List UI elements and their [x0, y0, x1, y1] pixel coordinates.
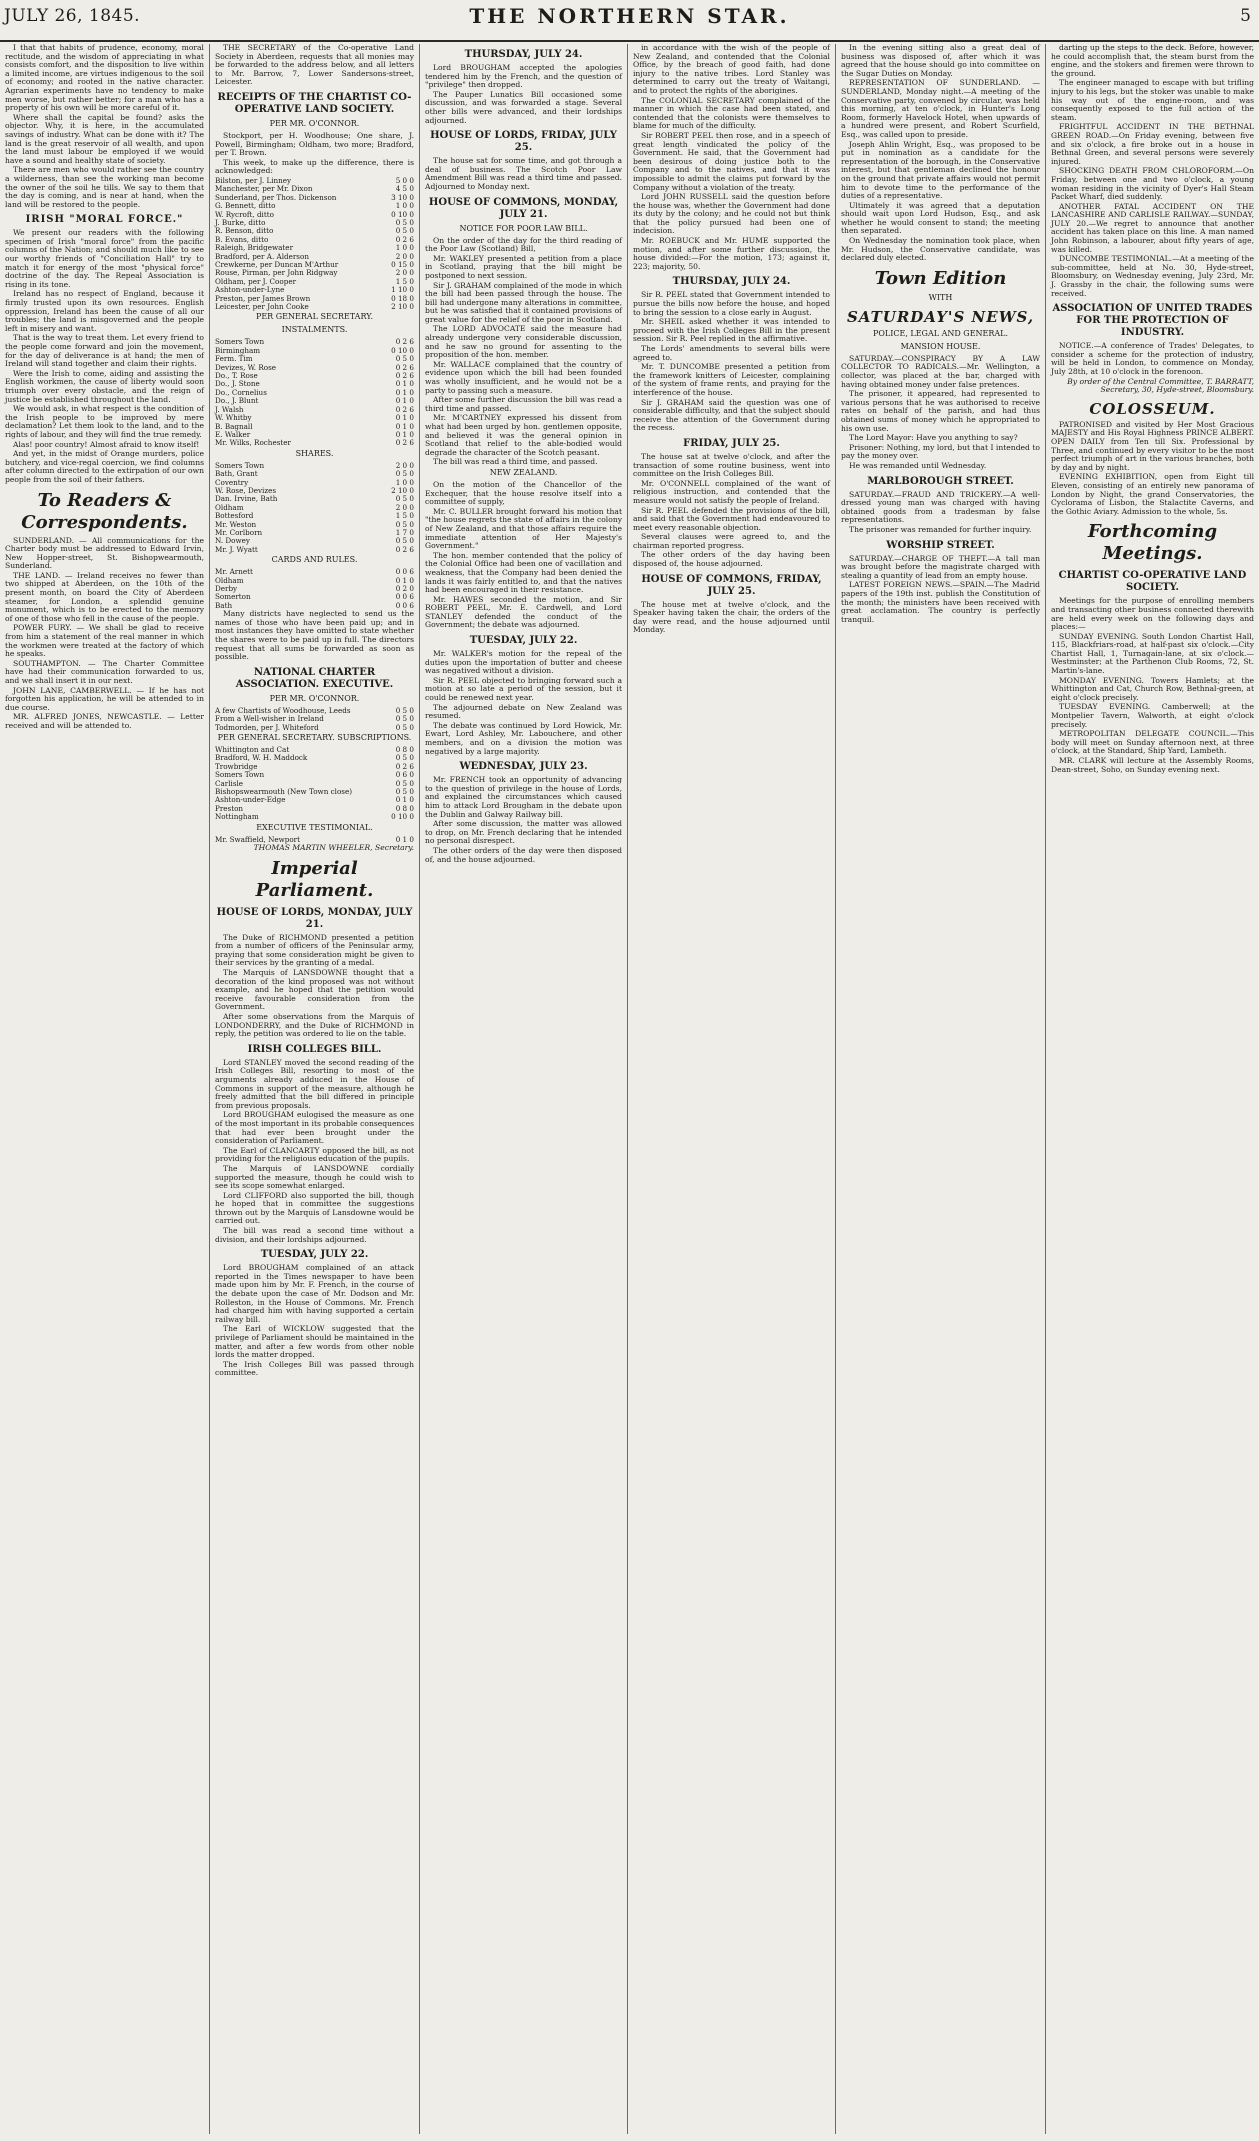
receipt-amount: 2 0 0: [395, 460, 414, 470]
article-paragraph: The Marquis of LANSDOWNE thought that a decoration of the kind proposed was not without example, and he hoped that the petition would receive favourable consideration from the Government.: [215, 968, 414, 1012]
receipt-amount: 0 1 0: [395, 379, 414, 389]
receipt-label: Do., T. Rose: [215, 371, 258, 381]
receipt-amount: 0 0 6: [395, 567, 414, 577]
article-paragraph: TUESDAY EVENING. Camberwell; at the Montpelier Tavern, Walworth, at eight o'clock precisely.: [1051, 702, 1254, 729]
article-paragraph: The Lords' amendments to several bills were agreed to.: [633, 344, 830, 362]
article-paragraph: Stockport, per H. Woodhouse; One share, J. Powell, Birmingham; Oldham, two more; Bradford, per T. Brown.: [215, 130, 414, 158]
section-heading: COLOSSEUM.: [1089, 399, 1216, 418]
masthead: [0, 0, 1259, 42]
receipt-amount: 0 6 0: [395, 770, 414, 780]
receipt-amount: 2 0 0: [395, 251, 414, 261]
receipt-amount: 0 5 0: [395, 778, 414, 788]
receipt-row: [215, 495, 414, 503]
receipt-label: A few Chartists of Woodhouse, Leeds: [215, 705, 351, 715]
receipt-amount: 0 2 6: [395, 761, 414, 771]
receipt-label: J. Burke, ditto: [215, 217, 266, 227]
article-paragraph: MR. CLARK will lecture at the Assembly Rooms, Dean-street, Soho, on Sunday evening next.: [1051, 756, 1254, 774]
subheading: PER GENERAL SECRETARY.: [255, 312, 374, 322]
receipt-amount: 1 0 0: [395, 243, 414, 253]
article-paragraph: The COLONIAL SECRETARY complained of the manner in which the case had been stated, and contended that the colonists were themselves to blame for much of the difficulty.: [633, 95, 830, 131]
receipt-row: [215, 593, 414, 601]
article-paragraph: Lord BROUGHAM accepted the apologies tendered him by the French, and the question of "privilege" then dropped.: [425, 63, 622, 90]
article-paragraph: SUNDERLAND. — All communications for the Charter body must be addressed to Edward Irvin, New Hopper-street, St. Bishopwearmouth, Sunderland.: [5, 535, 204, 571]
article-paragraph: DUNCOMBE TESTIMONIAL.—At a meeting of the sub-committee, held at No. 30, Hyde-street, Bloomsbury, on Wednesday evening, July 23rd, Mr. J. Grassby in the chair, the following sums were received.: [1051, 254, 1254, 298]
receipt-amount: 0 5 0: [395, 519, 414, 529]
receipt-row: [215, 771, 414, 779]
article-paragraph: After some discussion, the matter was allowed to drop, on Mr. French declaring that he intended no personal disrespect.: [425, 819, 622, 846]
receipt-label: Manchester, per Mr. Dixon: [215, 184, 313, 194]
receipt-amount: 0 8 0: [395, 745, 414, 754]
receipt-amount: 1 7 0: [395, 527, 414, 537]
section-heading: HOUSE OF COMMONS, MONDAY, JULY 21.: [428, 196, 619, 220]
article-paragraph: The hon. member contended that the policy of the Colonial Office had been one of vacillation and weakness, that the Company had been denied the lands it was fairly entitled to, and that the natives had been encouraged in their resistance.: [425, 550, 622, 595]
receipt-amount: 1 5 0: [395, 276, 414, 286]
article-paragraph: After some further discussion the bill was read a third time and passed.: [425, 395, 622, 413]
receipt-label: Bilston, per J. Linney: [215, 175, 292, 185]
article-paragraph: The Earl of WICKLOW suggested that the privilege of Parliament should be maintained in the matter, and after a few words from other noble lords the matter dropped.: [215, 1324, 414, 1360]
article-paragraph: The debate was continued by Lord Howick, Mr. Ewart, Lord Ashley, Mr. Labouchere, and other members, and on a division the motion was negatived by a large majority.: [425, 720, 622, 756]
article-paragraph: Several clauses were agreed to, and the chairman reported progress.: [633, 532, 830, 550]
subheading: INSTALMENTS.: [281, 325, 348, 335]
receipt-label: Bath, Grant: [215, 469, 258, 479]
subheading: NEW ZEALAND.: [489, 467, 558, 477]
receipt-amount: 0 5 0: [395, 714, 414, 724]
receipt-amount: 0 5 0: [395, 705, 414, 715]
receipt-amount: 2 0 0: [395, 502, 414, 512]
section-heading: HOUSE OF LORDS, MONDAY, JULY 21.: [216, 906, 413, 930]
receipt-label: Mr. Arnett: [215, 567, 253, 577]
article-paragraph: The house met at twelve o'clock, and the Speaker having taken the chair, the orders of the day were read, and the house adjourned until Monday.: [633, 599, 830, 635]
article-paragraph: The bill was read a third time, and passed.: [433, 457, 598, 467]
section-heading: IRISH COLLEGES BILL.: [247, 1043, 382, 1055]
article-paragraph: That is the way to treat them. Let every friend to the people come forward and join the movement, for the day of deliverance is at hand; the men of Ireland will stand together and claim their rights.: [5, 333, 204, 369]
receipt-label: Carlisle: [215, 778, 244, 788]
receipt-amount: 0 2 0: [395, 584, 414, 593]
signature-line: By order of the Central Committee, T. BARRATT, Secretary, 30, Hyde-street, Bloomsbury.: [1067, 376, 1254, 395]
receipt-amount: 0 1 0: [395, 429, 414, 439]
receipt-label: J. Walsh: [215, 404, 244, 414]
article-paragraph: SUNDAY EVENING. South London Chartist Hall, 115, Blackfriars-road, at half-past six o'clock.—City Chartist Hall, 1, Turnagain-lane, at six o'clock.—Westminster; at the Parthenon Club Rooms, 72, St. Martin's-lane.: [1051, 631, 1254, 676]
subheading: PER MR. O'CONNOR.: [269, 118, 360, 128]
receipt-label: R. Benson, ditto: [215, 226, 274, 236]
section-heading: ASSOCIATION OF UNITED TRADES FOR THE PROTECTION OF INDUSTRY.: [1052, 303, 1253, 339]
receipt-amount: 0 5 0: [395, 536, 414, 546]
article-paragraph: The Earl of CLANCARTY opposed the bill, as not providing for the religious education of the pupils.: [215, 1145, 414, 1164]
article-paragraph: Mr. SHEIL asked whether it was intended to proceed with the Irish Colleges Bill in the present session. Sir R. Peel replied in the affirmative.: [633, 317, 830, 344]
article-paragraph: Joseph Ahlin Wright, Esq., was proposed to be put in nomination as a candidate for the representation of the borough, in the Conservative interest, but that gentleman declined the honour on the ground that private affairs would not permit him to devote time to the performance of the duties of a representative.: [841, 139, 1040, 201]
article-paragraph: The bill was read a second time without a division, and their lordships adjourned.: [215, 1226, 414, 1244]
receipt-amount: 4 5 0: [395, 184, 414, 194]
signature-line: THOMAS MARTIN WHEELER, Secretary.: [253, 843, 414, 853]
column-5: [836, 44, 1046, 2134]
receipt-label: Oldham: [215, 502, 244, 512]
receipt-amount: 0 1 0: [395, 396, 414, 406]
article-paragraph: NOTICE.—A conference of Trades' Delegates, to consider a scheme for the protection of industry, will be held in London, to commence on Monday, July 28th, at 10 o'clock in the forenoon.: [1051, 341, 1254, 376]
article-paragraph: MR. ALFRED JONES, NEWCASTLE. — Letter received and will be attended to.: [5, 712, 204, 730]
receipt-amount: 0 5 0: [395, 217, 414, 227]
receipt-amount: 1 10 0: [391, 285, 414, 295]
article-paragraph: in accordance with the wish of the people of New Zealand, and contended that the Colonial Office, by the breach of good faith, had done injury to the native tribes. Lord Stanley was determined to carry out the treaty of Waitangi, and to protect the rights of the aborigines.: [633, 44, 830, 95]
receipt-amount: 0 1 0: [395, 413, 414, 423]
receipt-amount: 0 2 6: [395, 544, 414, 554]
subheading: WITH: [928, 292, 953, 302]
section-heading: THURSDAY, JULY 24.: [464, 49, 583, 60]
article-paragraph: Meetings for the purpose of enrolling members and transacting other business connected therewith are held every week on the following days and places:—: [1051, 596, 1254, 632]
article-paragraph: The other orders of the day were then disposed of, and the house adjourned.: [425, 845, 622, 864]
article-paragraph: Mr. WAKLEY presented a petition from a place in Scotland, praying that the bill might be postponed to next session.: [425, 253, 622, 280]
receipt-label: N. Dowey: [215, 536, 250, 546]
subheading: EXECUTIVE TESTIMONIAL.: [256, 822, 373, 832]
article-paragraph: THE LAND. — Ireland receives no fewer than two shipped at Aberdeen, on the 10th of the present month, on board the City of Aberdeen steamer, for London, a splendid genuine monument, which is to be erected to the memory of one of those who fell in the cause of the people.: [5, 570, 204, 623]
section-heading: RECEIPTS OF THE CHARTIST CO-OPERATIVE LAND SOCIETY.: [217, 91, 412, 115]
article-paragraph: METROPOLITAN DELEGATE COUNCIL.—This body will meet on Sunday afternoon next, at three o'clock, at the Standard, Ship Yard, Lambeth.: [1051, 729, 1254, 756]
receipt-label: Sunderland, per Thos. Dickenson: [215, 192, 337, 202]
receipt-label: W. Rycroft, ditto: [215, 209, 274, 219]
receipt-amount: 0 5 0: [395, 469, 414, 479]
article-paragraph: In the evening sitting also a great deal of business was disposed of, after which it was agreed that the house should go into committee on the Sugar Duties on Monday.: [841, 44, 1040, 78]
article-paragraph: On the motion of the Chancellor of the Exchequer, that the house resolve itself into a committee of supply,: [425, 479, 622, 507]
receipt-label: Bottesford: [215, 511, 254, 521]
article-paragraph: The Irish Colleges Bill was passed through committee.: [215, 1359, 414, 1378]
receipt-amount: 2 10 0: [391, 485, 414, 495]
article-paragraph: The prisoner was remanded for further inquiry.: [849, 524, 1032, 534]
receipt-label: Rouse, Pirman, per John Ridgway: [215, 268, 338, 278]
receipt-row: [215, 397, 414, 405]
article-paragraph: Many districts have neglected to send us the names of those who have been paid up; and in most instances they have omitted to state whether the shares were to be paid up in full. The directors request that all sums be forwarded as soon as possible.: [215, 609, 414, 662]
receipt-label: Bradford, per A. Alderson: [215, 251, 309, 261]
receipt-amount: 0 0 6: [395, 600, 414, 610]
receipt-row: [215, 724, 414, 732]
section-heading: SATURDAY'S NEWS,: [846, 307, 1035, 326]
article-paragraph: Lord BROUGHAM complained of an attack reported in the Times newspaper to have been made upon him by Mr. F. French, in the course of the debate upon the case of Mr. Dodson and Mr. Rolleston, in the House of Commons. Mr. French had charged him with having supported a certain railway bill.: [215, 1263, 414, 1324]
receipt-row: [215, 546, 414, 554]
article-paragraph: And yet, in the midst of Orange murders, police butchery, and vice-regal coercion, we find columns after column directed to the extirpation of our own people from the soil of their fathers.: [5, 449, 204, 484]
receipt-amount: 0 1 0: [395, 795, 414, 805]
article-paragraph: The Lord Mayor: Have you anything to say?: [849, 433, 1018, 443]
receipt-label: Leicester, per John Cooke: [215, 302, 309, 312]
receipts-list: [215, 462, 414, 554]
article-paragraph: I that that habits of prudence, economy, moral rectitude, and the wisdom of appreciating in what consists comfort, and the disposition to live within a limited income, are virtues indigenous to the soil of economy; and rooted in the native character. Agrarian experiments have no tendency to make men worse, but rather better; for a man who has a property of his own will be more careful of it.: [5, 44, 204, 113]
receipt-row: [215, 303, 414, 311]
issue-date: JULY 26, 1845.: [4, 6, 141, 26]
article-paragraph: The Pauper Lunatics Bill occasioned some discussion, and was forwarded a stage. Several other bills were advanced, and their lordships adjourned.: [425, 89, 622, 125]
receipt-amount: 1 0 0: [395, 477, 414, 487]
receipt-amount: 0 0 6: [395, 592, 414, 602]
receipt-label: B. Evans, ditto: [215, 234, 269, 244]
article-paragraph: THE SECRETARY of the Co-operative Land Society in Aberdeen, requests that all monies may be forwarded to the address below, and all letters to Mr. Barrow, 7, Lower Sandersons-street, Leicester.: [215, 44, 414, 87]
receipt-label: Somers Town: [215, 770, 265, 780]
receipt-amount: 2 10 0: [391, 302, 414, 312]
receipt-label: Crewkerne, per Duncan M'Arthur: [215, 260, 339, 269]
receipt-label: Ashton-under-Lyne: [215, 285, 285, 295]
section-heading: TUESDAY, JULY 22.: [260, 1249, 369, 1261]
section-heading: HOUSE OF COMMONS, FRIDAY, JULY 25.: [641, 573, 822, 597]
section-heading: Imperial Parliament.: [255, 857, 374, 901]
receipt-label: Preston: [215, 803, 244, 813]
receipt-label: Trowbridge: [215, 761, 258, 771]
section-heading: CHARTIST CO-OPERATIVE LAND SOCIETY.: [1058, 570, 1247, 594]
receipt-label: From a Well-wisher in Ireland: [215, 714, 324, 724]
article-paragraph: Mr. O'CONNELL complained of the want of religious instruction, and contended that the measure would not satisfy the people of Ireland.: [633, 478, 830, 505]
receipt-label: Coventry: [215, 477, 249, 487]
article-paragraph: Alas! poor country! Almost afraid to know itself!: [13, 439, 200, 449]
receipt-label: Dan. Irvine, Bath: [215, 494, 278, 504]
receipt-amount: 0 8 0: [395, 803, 414, 813]
page-number: 5: [1240, 6, 1251, 26]
section-heading: HOUSE OF LORDS, FRIDAY, JULY 25.: [430, 130, 617, 154]
article-paragraph: POWER FURY. — We shall be glad to receive from him a statement of the real manner in which the workmen were treated at the factory of which he speaks.: [5, 623, 204, 659]
receipt-row: [215, 577, 414, 585]
section-heading: To Readers & Correspondents.: [21, 489, 188, 533]
article-paragraph: The Duke of RICHMOND presented a petition from a number of officers of the Peninsular army, praying that some consideration might be given to their services by the granting of a medal.: [215, 932, 414, 968]
article-paragraph: The other orders of the day having been disposed of, the house adjourned.: [633, 550, 830, 569]
article-paragraph: Were the Irish to come, aiding and assisting the English workmen, the cause of liberty would soon triumph over every obstacle, and the reign of justice be established throughout the land.: [5, 368, 204, 404]
article-paragraph: SATURDAY.—CONSPIRACY BY A LAW COLLECTOR TO RADICALS.—Mr. Wellington, a collector, was placed at the bar, charged with having obtained money under false pretences.: [841, 353, 1040, 389]
article-paragraph: Prisoner: Nothing, my lord, but that I intended to pay the money over.: [841, 442, 1040, 461]
article-paragraph: On the order of the day for the third reading of the Poor Law (Scotland) Bill,: [425, 235, 622, 254]
article-paragraph: JOHN LANE, CAMBERWELL. — If he has not forgotten his application, he will be attended to in due course.: [5, 685, 204, 712]
article-paragraph: The house sat at twelve o'clock, and after the transaction of some routine business, went into committee on the Irish Colleges Bill.: [633, 451, 830, 479]
column-4: [628, 44, 836, 2134]
receipt-label: Ferm. Tim: [215, 354, 253, 364]
receipt-amount: 0 5 0: [395, 494, 414, 504]
article-paragraph: Mr. WALKER's motion for the repeal of the duties upon the importation of butter and cheese was negatived without a division.: [425, 649, 622, 676]
column-1: [0, 44, 210, 2134]
receipt-amount: 0 2 6: [395, 438, 414, 448]
receipt-label: Mr. Corlborn: [215, 527, 263, 537]
article-paragraph: Where shall the capital be found? asks the objector. Why, it is here, in the accumulated savings of industry. What can be done with it? The land is the great reservoir of all wealth, and upon the land must labour be employed if we would have a sound and healthy state of society.: [5, 112, 204, 165]
article-paragraph: Ireland has no respect of England, because it firmly trusted upon its own resources. English oppression, Ireland has been the cause of all our troubles; the land is misgoverned and the people left in misery and want.: [5, 289, 204, 333]
article-paragraph: EVENING EXHIBITION, open from Eight till Eleven, consisting of an entirely new panorama of London by Night, the grand Conservatories, the Cyclorama of Lisbon, the Stalactite Caverns, and the Gothic Aviary. Admission to the whole, 5s.: [1051, 472, 1254, 516]
section-heading: TUESDAY, JULY 22.: [469, 635, 578, 647]
receipt-label: Derby: [215, 584, 238, 593]
section-heading: FRIDAY, JULY 25.: [683, 437, 780, 449]
section-heading: WEDNESDAY, JULY 23.: [459, 761, 588, 773]
receipt-amount: 0 1 0: [395, 575, 414, 585]
receipt-amount: 0 10 0: [391, 209, 414, 219]
receipt-amount: 0 5 0: [395, 722, 414, 732]
receipt-amount: 0 18 0: [391, 293, 414, 303]
receipt-label: Birmingham: [215, 345, 261, 355]
receipt-row: [215, 568, 414, 576]
article-paragraph: Mr. T. DUNCOMBE presented a petition from the framework knitters of Leicester, complaining of the system of frame rents, and praying for the interference of the house.: [633, 362, 830, 397]
receipt-label: Todmorden, per J. Whiteford: [215, 722, 319, 732]
article-paragraph: Ultimately it was agreed that a deputation should wait upon Lord Hudson, Esq., and ask whether he would consent to stand; the meeting then separated.: [841, 200, 1040, 236]
subheading: SHARES.: [295, 448, 334, 458]
column-6: [1046, 44, 1259, 2134]
receipt-label: Bradford, W. H. Maddock: [215, 753, 308, 763]
receipt-amount: 0 5 0: [395, 354, 414, 364]
article-paragraph: We present our readers with the following specimen of Irish "moral force" from the pacific columns of the Nation; and should much like to see our worthy friends of "Conciliation Hall" try to match it for energy of the most "physical force" doctrine of the day. The Repeal Association is rising in its tone.: [5, 228, 204, 289]
receipt-amount: 0 2 6: [395, 234, 414, 244]
article-paragraph: Mr. M'CARTNEY expressed his dissent from what had been urged by hon. gentlemen opposite, and believed it was the general opinion in Scotland that relief to the able-bodied would degrade the character of the Scotch peasant.: [425, 413, 622, 457]
article-paragraph: Lord CLIFFORD also supported the bill, though he hoped that in committee the suggestions thrown out by the Marquis of Lansdowne would be carried out.: [215, 1190, 414, 1226]
receipt-label: Ashton-under-Edge: [215, 795, 286, 805]
article-paragraph: He was remanded until Wednesday.: [849, 460, 987, 470]
subheading: CARDS AND RULES.: [271, 555, 358, 565]
receipt-amount: 0 1 0: [395, 421, 414, 431]
article-paragraph: MONDAY EVENING. Towers Hamlets; at the Whittington and Cat, Church Row, Bethnal-green, at eight o'clock precisely.: [1051, 675, 1254, 702]
receipt-amount: 0 10 0: [391, 345, 414, 355]
receipt-label: W. Whitby: [215, 413, 252, 423]
receipt-label: Do., J. Stone: [215, 379, 260, 389]
receipt-label: Somers Town: [215, 337, 265, 347]
receipt-label: Raleigh, Bridgewater: [215, 243, 293, 253]
article-paragraph: LATEST FOREIGN NEWS.—SPAIN.—The Madrid papers of the 19th inst. publish the Constitution of the month; the ministers have been received with great acclamation. The country is perfectly tranquil.: [841, 580, 1040, 624]
receipt-amount: 1 5 0: [395, 511, 414, 521]
receipt-label: Oldham: [215, 575, 244, 585]
receipt-label: G. Bennett, ditto: [215, 201, 276, 211]
article-paragraph: Mr. C. BULLER brought forward his motion that "the house regrets the state of affairs in the colony of New Zealand, and that those affairs require the immediate attention of Her Majesty's Government.": [425, 506, 622, 551]
article-paragraph: SATURDAY.—CHARGE OF THEFT.—A tall man was brought before the magistrate charged with stealing a quantity of lead from an empty house.: [841, 553, 1040, 580]
receipts-list: [215, 338, 414, 447]
article-paragraph: Mr. FRENCH took an opportunity of advancing to the question of privilege in the house of Lords, and explained the circumstances which caused him to attack Lord Brougham in the debate upon the Dublin and Galway Railway bill.: [425, 775, 622, 819]
receipt-label: E. Walker: [215, 429, 251, 439]
receipt-row: [215, 439, 414, 447]
article-paragraph: PATRONISED and visited by Her Most Gracious MAJESTY and His Royal Highness PRINCE ALBERT. OPEN DAILY from Ten till Six. Professional by Three, and continued by every visitor to be the most perfect triumph of art in the various branches, both by day and by night.: [1051, 419, 1254, 472]
receipt-amount: 0 2 6: [395, 371, 414, 381]
article-paragraph: The house sat for some time, and got through a deal of business. The Scotch Poor Law Amendment Bill was read a third time and passed. Adjourned to Monday next.: [425, 156, 622, 191]
article-paragraph: SATURDAY.—FRAUD AND TRICKERY.—A well-dressed young man was charged with having obtained goods from a tradesman by false representations.: [841, 489, 1040, 525]
article-paragraph: darting up the steps to the deck. Before, however, he could accomplish that, the steam burst from the engine, and the stokers and firemen were thrown to the ground.: [1051, 44, 1254, 78]
receipt-label: Oldham, per J. Cooper: [215, 276, 297, 286]
receipt-label: Mr. Swaffield, Newport: [215, 834, 301, 844]
article-paragraph: Sir J. GRAHAM complained of the mode in which the bill had been passed through the house. The bill had undergone many alterations in committee, but he was satisfied that it contained provisions of great value for the relief of the poor in Scotland.: [425, 280, 622, 324]
article-paragraph: FRIGHTFUL ACCIDENT IN THE BETHNAL GREEN ROAD.—On Friday evening, between five and six o'clock, a fire broke out in a house in Bethnal Green, and several persons were severely injured.: [1051, 122, 1254, 166]
article-paragraph: On Wednesday the nomination took place, when Mr. Hudson, the Conservative candidate, was declared duly elected.: [841, 236, 1040, 263]
receipt-amount: 2 0 0: [395, 268, 414, 278]
article-paragraph: Lord STANLEY moved the second reading of the Irish Colleges Bill, resorting to most of the arguments already adduced in the House of Commons in support of the measure, although he freely admitted that the bill differed in principle from previous proposals.: [215, 1057, 414, 1110]
article-paragraph: This week, to make up the difference, there is acknowledged:: [215, 157, 414, 176]
section-heading: Town Edition: [874, 267, 1007, 289]
receipt-label: Bishopswearmouth (New Town close): [215, 787, 353, 797]
section-heading: MARLBOROUGH STREET.: [867, 475, 1014, 487]
article-paragraph: Lord BROUGHAM eulogised the measure as one of the most important in its probable consequences that had ever been brought under the consideration of Parliament.: [215, 1110, 414, 1146]
receipt-amount: 0 2 6: [395, 337, 414, 347]
subheading: NOTICE FOR POOR LAW BILL.: [459, 223, 588, 233]
column-2: [210, 44, 420, 2134]
receipts-list: [215, 746, 414, 822]
receipts-list: [215, 568, 414, 610]
article-paragraph: The engineer managed to escape with but trifling injury to his legs, but the stoker was unable to make his way out of the engine-room, and was consequently exposed to the full action of the steam.: [1051, 78, 1254, 122]
article-paragraph: After some observations from the Marquis of LONDONDERRY, and the Duke of RICHMOND in reply, the petition was ordered to lie on the table.: [215, 1012, 414, 1039]
receipt-amount: 0 1 0: [395, 387, 414, 397]
article-paragraph: Sir ROBERT PEEL then rose, and in a speech of great length vindicated the policy of the Government. He said, that the Government had been desirous of doing justice both to the Company and to the natives, and that it was impossible to admit the claims put forward by the Company without a violation of the treaty.: [633, 130, 830, 192]
section-heading: WORSHIP STREET.: [886, 539, 995, 551]
article-paragraph: SHOCKING DEATH FROM CHLOROFORM.—On Friday, between one and two o'clock, a young woman residing in the vicinity of Dyer's Hall Steam Packet Wharf, died suddenly.: [1051, 166, 1254, 202]
receipt-amount: 0 1 0: [395, 834, 414, 844]
receipt-amount: 0 2 6: [395, 404, 414, 414]
receipt-label: Somerton: [215, 592, 251, 602]
section-heading: IRISH "MORAL FORCE.": [25, 214, 184, 226]
article-paragraph: The LORD ADVOCATE said the measure had already undergone very considerable discussion, and he saw no ground for assenting to the proposition of the hon. member.: [425, 324, 622, 360]
receipts-list: [215, 707, 414, 732]
receipt-label: Do., J. Blunt: [215, 396, 259, 406]
article-paragraph: ANOTHER FATAL ACCIDENT ON THE LANCASHIRE AND CARLISLE RAILWAY.—SUNDAY, JULY 20.—We regret to announce that another accident has taken place on this line. A man named John Robinson, a labourer, about fifty years of age, was killed.: [1051, 201, 1254, 254]
receipt-label: Preston, per James Brown: [215, 293, 311, 303]
receipt-label: Bath: [215, 600, 233, 610]
article-paragraph: Mr. HAWES seconded the motion, and Sir ROBERT PEEL, Mr. E. Cardwell, and Lord STANLEY defended the conduct of the Government; the debate was adjourned.: [425, 594, 622, 630]
article-paragraph: Sir R. PEEL objected to bringing forward such a motion at so late a period of the session, but it could be renewed next year.: [425, 675, 622, 703]
article-paragraph: Sir R. PEEL defended the provisions of the bill, and said that the Government had endeavoured to meet every reasonable objection.: [633, 505, 830, 532]
receipt-label: Whittington and Cat: [215, 745, 290, 754]
receipt-amount: 1 0 0: [395, 201, 414, 211]
article-paragraph: SOUTHAMPTON. — The Charter Committee have had their communication forwarded to us, and we shall insert it in our next.: [5, 658, 204, 685]
receipt-label: Devizes, W. Rose: [215, 362, 277, 372]
newspaper-title: THE NORTHERN STAR.: [469, 4, 790, 28]
receipt-amount: 0 5 0: [395, 753, 414, 763]
article-paragraph: There are men who would rather see the country a wilderness, than see the working man become the owner of the soil he tills. We say to them that the day is coming, and is near at hand, when the land will be restored to the people.: [5, 165, 204, 209]
receipt-label: Do., Cornelius: [215, 387, 267, 397]
receipt-label: Somers Town: [215, 460, 265, 470]
subheading: POLICE, LEGAL AND GENERAL.: [872, 328, 1009, 338]
article-paragraph: The Marquis of LANSDOWNE cordially supported the measure, though he could wish to see its scope somewhat enlarged.: [215, 1163, 414, 1191]
section-heading: Forthcoming Meetings.: [1087, 521, 1218, 565]
receipt-label: B. Bagnall: [215, 421, 253, 431]
article-paragraph: The prisoner, it appeared, had represented to various persons that he was authorised to receive rates on behalf of the parish, and had thus obtained sums of money which he appropriated to his own use.: [841, 389, 1040, 433]
section-heading: NATIONAL CHARTER ASSOCIATION. EXECUTIVE.: [235, 666, 394, 690]
receipt-amount: 0 5 0: [395, 226, 414, 236]
receipt-amount: 0 15 0: [391, 260, 414, 269]
article-paragraph: REPRESENTATION OF SUNDERLAND. — SUNDERLAND, Monday night.—A meeting of the Conservative party, convened by circular, was held this morning, at ten o'clock, in Hunter's Long Room, formerly Havelock Hotel, when upwards of a hundred were present, and Robert Scurfield, Esq., was called upon to preside.: [841, 78, 1040, 139]
receipt-amount: 0 5 0: [395, 787, 414, 797]
receipt-label: W. Rose, Devizes: [215, 485, 277, 495]
article-paragraph: Sir R. PEEL stated that Government intended to pursue the bills now before the house, and hoped to bring the session to a close early in August.: [633, 290, 830, 317]
receipt-label: Mr. J. Wyatt: [215, 544, 258, 554]
receipt-label: Mr. Wilks, Rochester: [215, 438, 291, 448]
section-heading: THURSDAY, JULY 24.: [672, 276, 791, 288]
receipt-label: Nottingham: [215, 812, 259, 822]
article-paragraph: We would ask, in what respect is the condition of the Irish people to be improved by mere declamation? Let them look to the land, and to the rights of labour, and they will find the true remedy.: [5, 404, 204, 439]
article-paragraph: Mr. WALLACE complained that the country of evidence upon which the bill had been founded was wholly insufficient, and he would not be a party to passing such a measure.: [425, 359, 622, 395]
article-paragraph: The adjourned debate on New Zealand was resumed.: [425, 702, 622, 721]
subheading: MANSION HOUSE.: [900, 341, 981, 351]
article-paragraph: Lord JOHN RUSSELL said the question before the house was, whether the Government had done its duty by the colony; and he could not but think that the policy pursued had been one of indecision.: [633, 192, 830, 236]
receipt-amount: 3 10 0: [391, 192, 414, 202]
article-paragraph: Sir J. GRAHAM said the question was one of considerable difficulty, and that the subject should receive the attention of the Government during the recess.: [633, 397, 830, 433]
receipts-list: [215, 177, 414, 312]
receipt-label: Mr. Weston: [215, 519, 257, 529]
receipt-amount: 0 10 0: [391, 812, 414, 822]
subheading: PER GENERAL SECRETARY. SUBSCRIPTIONS.: [217, 733, 412, 742]
receipt-amount: 5 0 0: [395, 175, 414, 185]
receipt-row: [215, 796, 414, 804]
article-paragraph: Mr. ROEBUCK and Mr. HUME supported the motion, and after some further discussion, the house divided:—For the motion, 173; against it, 223; majority, 50.: [633, 236, 830, 271]
receipt-amount: 0 2 6: [395, 362, 414, 372]
receipt-row: [215, 813, 414, 821]
subheading: PER MR. O'CONNOR.: [269, 693, 360, 703]
column-3: [420, 44, 628, 2134]
